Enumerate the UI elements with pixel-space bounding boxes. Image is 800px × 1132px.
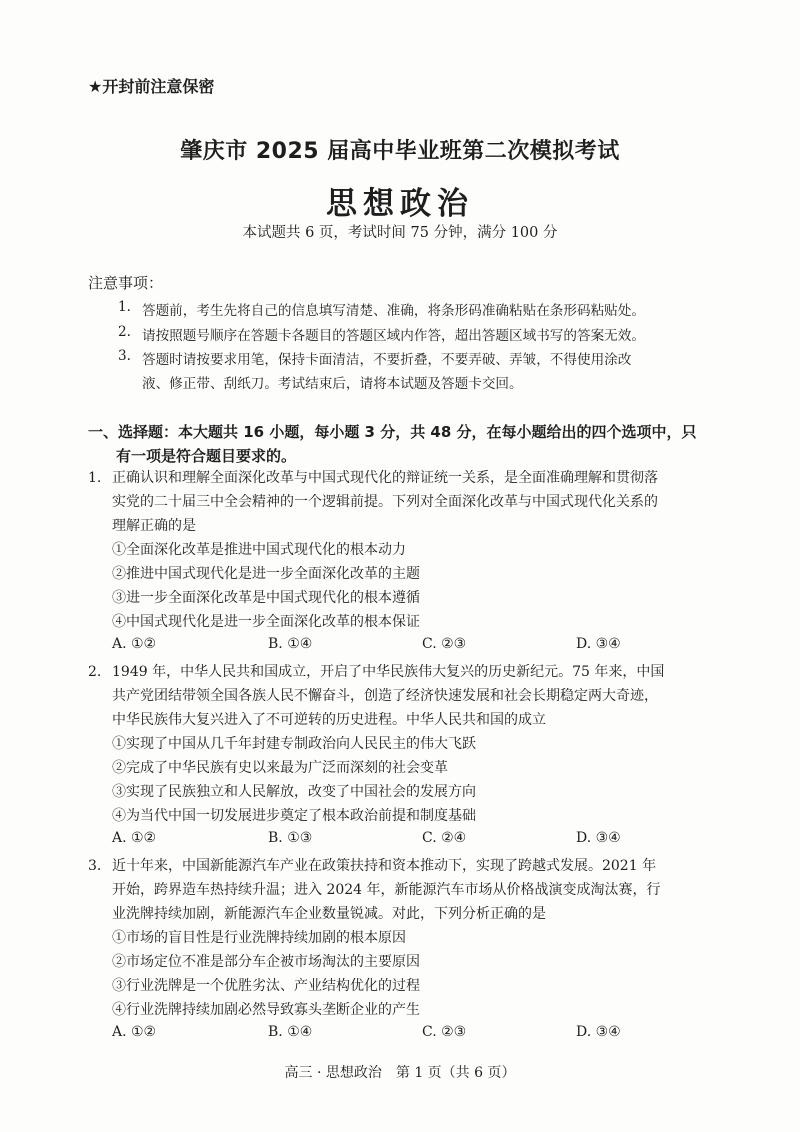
stem-line: 1949 年，中华人民共和国成立，开启了中华民族伟大复兴的历史新纪元。75 年来，中国 bbox=[112, 664, 665, 680]
section-heading-line: 一、选择题：本大题共 16 小题，每小题 3 分，共 48 分，在每小题给出的四个选项中，只 bbox=[88, 423, 697, 441]
answer-choice-d[interactable]: D. ③④ bbox=[576, 1024, 621, 1040]
answer-choice-a[interactable]: A. ①② bbox=[112, 830, 157, 846]
statement-option: ②推进中国式现代化是进一步全面深化改革的主题 bbox=[112, 566, 420, 582]
answer-choice-c[interactable]: C. ②③ bbox=[422, 636, 467, 652]
statement-option: ①市场的盲目性是行业洗牌持续加剧的根本原因 bbox=[112, 930, 406, 946]
notice-text: 请按照题号顺序在答题卡各题目的答题区域内作答，超出答题区域书写的答案无效。 bbox=[142, 328, 645, 344]
question-number: 3. bbox=[88, 858, 102, 874]
question-stem bbox=[112, 660, 752, 732]
statement-option: ③行业洗牌是一个优胜劣汰、产业结构优化的过程 bbox=[112, 978, 420, 994]
statement-option: ③进一步全面深化改革是中国式现代化的根本遵循 bbox=[112, 590, 420, 606]
answer-choice-c[interactable]: C. ②④ bbox=[422, 830, 467, 846]
statement-option: ①全面深化改革是推进中国式现代化的根本动力 bbox=[112, 542, 406, 558]
answer-choice-b[interactable]: B. ①④ bbox=[268, 636, 313, 652]
answer-choice-c[interactable]: C. ②③ bbox=[422, 1024, 467, 1040]
page-footer: 高三 · 思想政治 第 1 页（共 6 页） bbox=[284, 1065, 516, 1081]
statement-option: ④为当代中国一切发展进步奠定了根本政治前提和制度基础 bbox=[112, 808, 476, 824]
statement-option: ④行业洗牌持续加剧必然导致寡头垄断企业的产生 bbox=[112, 1002, 420, 1018]
stem-line: 业洗牌持续加剧，新能源汽车企业数量锐减。对此，下列分析正确的是 bbox=[112, 906, 546, 922]
answer-choice-d[interactable]: D. ③④ bbox=[576, 636, 621, 652]
option-list bbox=[112, 538, 420, 634]
option-list bbox=[112, 732, 476, 828]
section-heading-line: 有一项是符合题目要求的。 bbox=[116, 447, 297, 465]
stem-line: 正确认识和理解全面深化改革与中国式现代化的辩证统一关系，是全面准确理解和贯彻落 bbox=[112, 470, 658, 486]
option-list bbox=[112, 926, 420, 1022]
answer-choice-b[interactable]: B. ①④ bbox=[268, 1024, 313, 1040]
statement-option: ④中国式现代化是进一步全面深化改革的根本保证 bbox=[112, 614, 420, 630]
statement-option: ②完成了中华民族有史以来最为广泛而深刻的社会变革 bbox=[112, 760, 448, 776]
notice-number: 2. bbox=[118, 324, 131, 340]
answer-choice-a[interactable]: A. ①② bbox=[112, 1024, 157, 1040]
statement-option: ③实现了民族独立和人民解放，改变了中国社会的发展方向 bbox=[112, 784, 476, 800]
answer-choice-a[interactable]: A. ①② bbox=[112, 636, 157, 652]
notice-text: 答题时请按要求用笔，保持卡面清洁，不要折叠，不要弄破、弄皱，不得使用涂改 bbox=[142, 352, 632, 368]
question-stem bbox=[112, 466, 752, 538]
notice-heading: 注意事项： bbox=[88, 274, 164, 292]
question-stem bbox=[112, 854, 752, 926]
confidential-label: ★开封前注意保密 bbox=[88, 77, 215, 96]
exam-title: 肇庆市 2025 届高中毕业班第二次模拟考试 bbox=[180, 139, 620, 164]
stem-line: 开始，跨界造车热持续升温；进入 2024 年，新能源汽车市场从价格战演变成淘汰赛，行 bbox=[112, 882, 661, 898]
notice-number: 1. bbox=[118, 299, 131, 315]
question-number: 2. bbox=[88, 664, 102, 680]
stem-line: 近十年来，中国新能源汽车产业在政策扶持和资本推动下，实现了跨越式发展。2021 年 bbox=[112, 858, 657, 874]
stem-line: 中华民族伟大复兴进入了不可逆转的历史进程。中华人民共和国的成立 bbox=[112, 712, 546, 728]
notice-text: 答题前，考生先将自己的信息填写清楚、准确，将条形码准确粘贴在条形码粘贴处。 bbox=[142, 303, 645, 319]
statement-option: ②市场定位不准是部分车企被市场淘汰的主要原因 bbox=[112, 954, 420, 970]
statement-option: ①实现了中国从几千年封建专制政治向人民民主的伟大飞跃 bbox=[112, 736, 476, 752]
question-number: 1. bbox=[88, 470, 102, 486]
exam-info: 本试题共 6 页，考试时间 75 分钟，满分 100 分 bbox=[242, 225, 558, 241]
answer-choice-b[interactable]: B. ①③ bbox=[268, 830, 313, 846]
answer-choice-d[interactable]: D. ③④ bbox=[576, 830, 621, 846]
notice-text: 液、修正带、刮纸刀。考试结束后，请将本试题及答题卡交回。 bbox=[142, 376, 523, 392]
section-heading bbox=[88, 420, 748, 468]
stem-line: 共产党团结带领全国各族人民不懈奋斗，创造了经济快速发展和社会长期稳定两大奇迹， bbox=[112, 688, 658, 704]
subject-title: 思想政治 bbox=[326, 186, 474, 222]
notice-number: 3. bbox=[118, 348, 131, 364]
stem-line: 实党的二十届三中全会精神的一个逻辑前提。下列对全面深化改革与中国式现代化关系的 bbox=[112, 494, 658, 510]
stem-line: 理解正确的是 bbox=[112, 518, 196, 534]
